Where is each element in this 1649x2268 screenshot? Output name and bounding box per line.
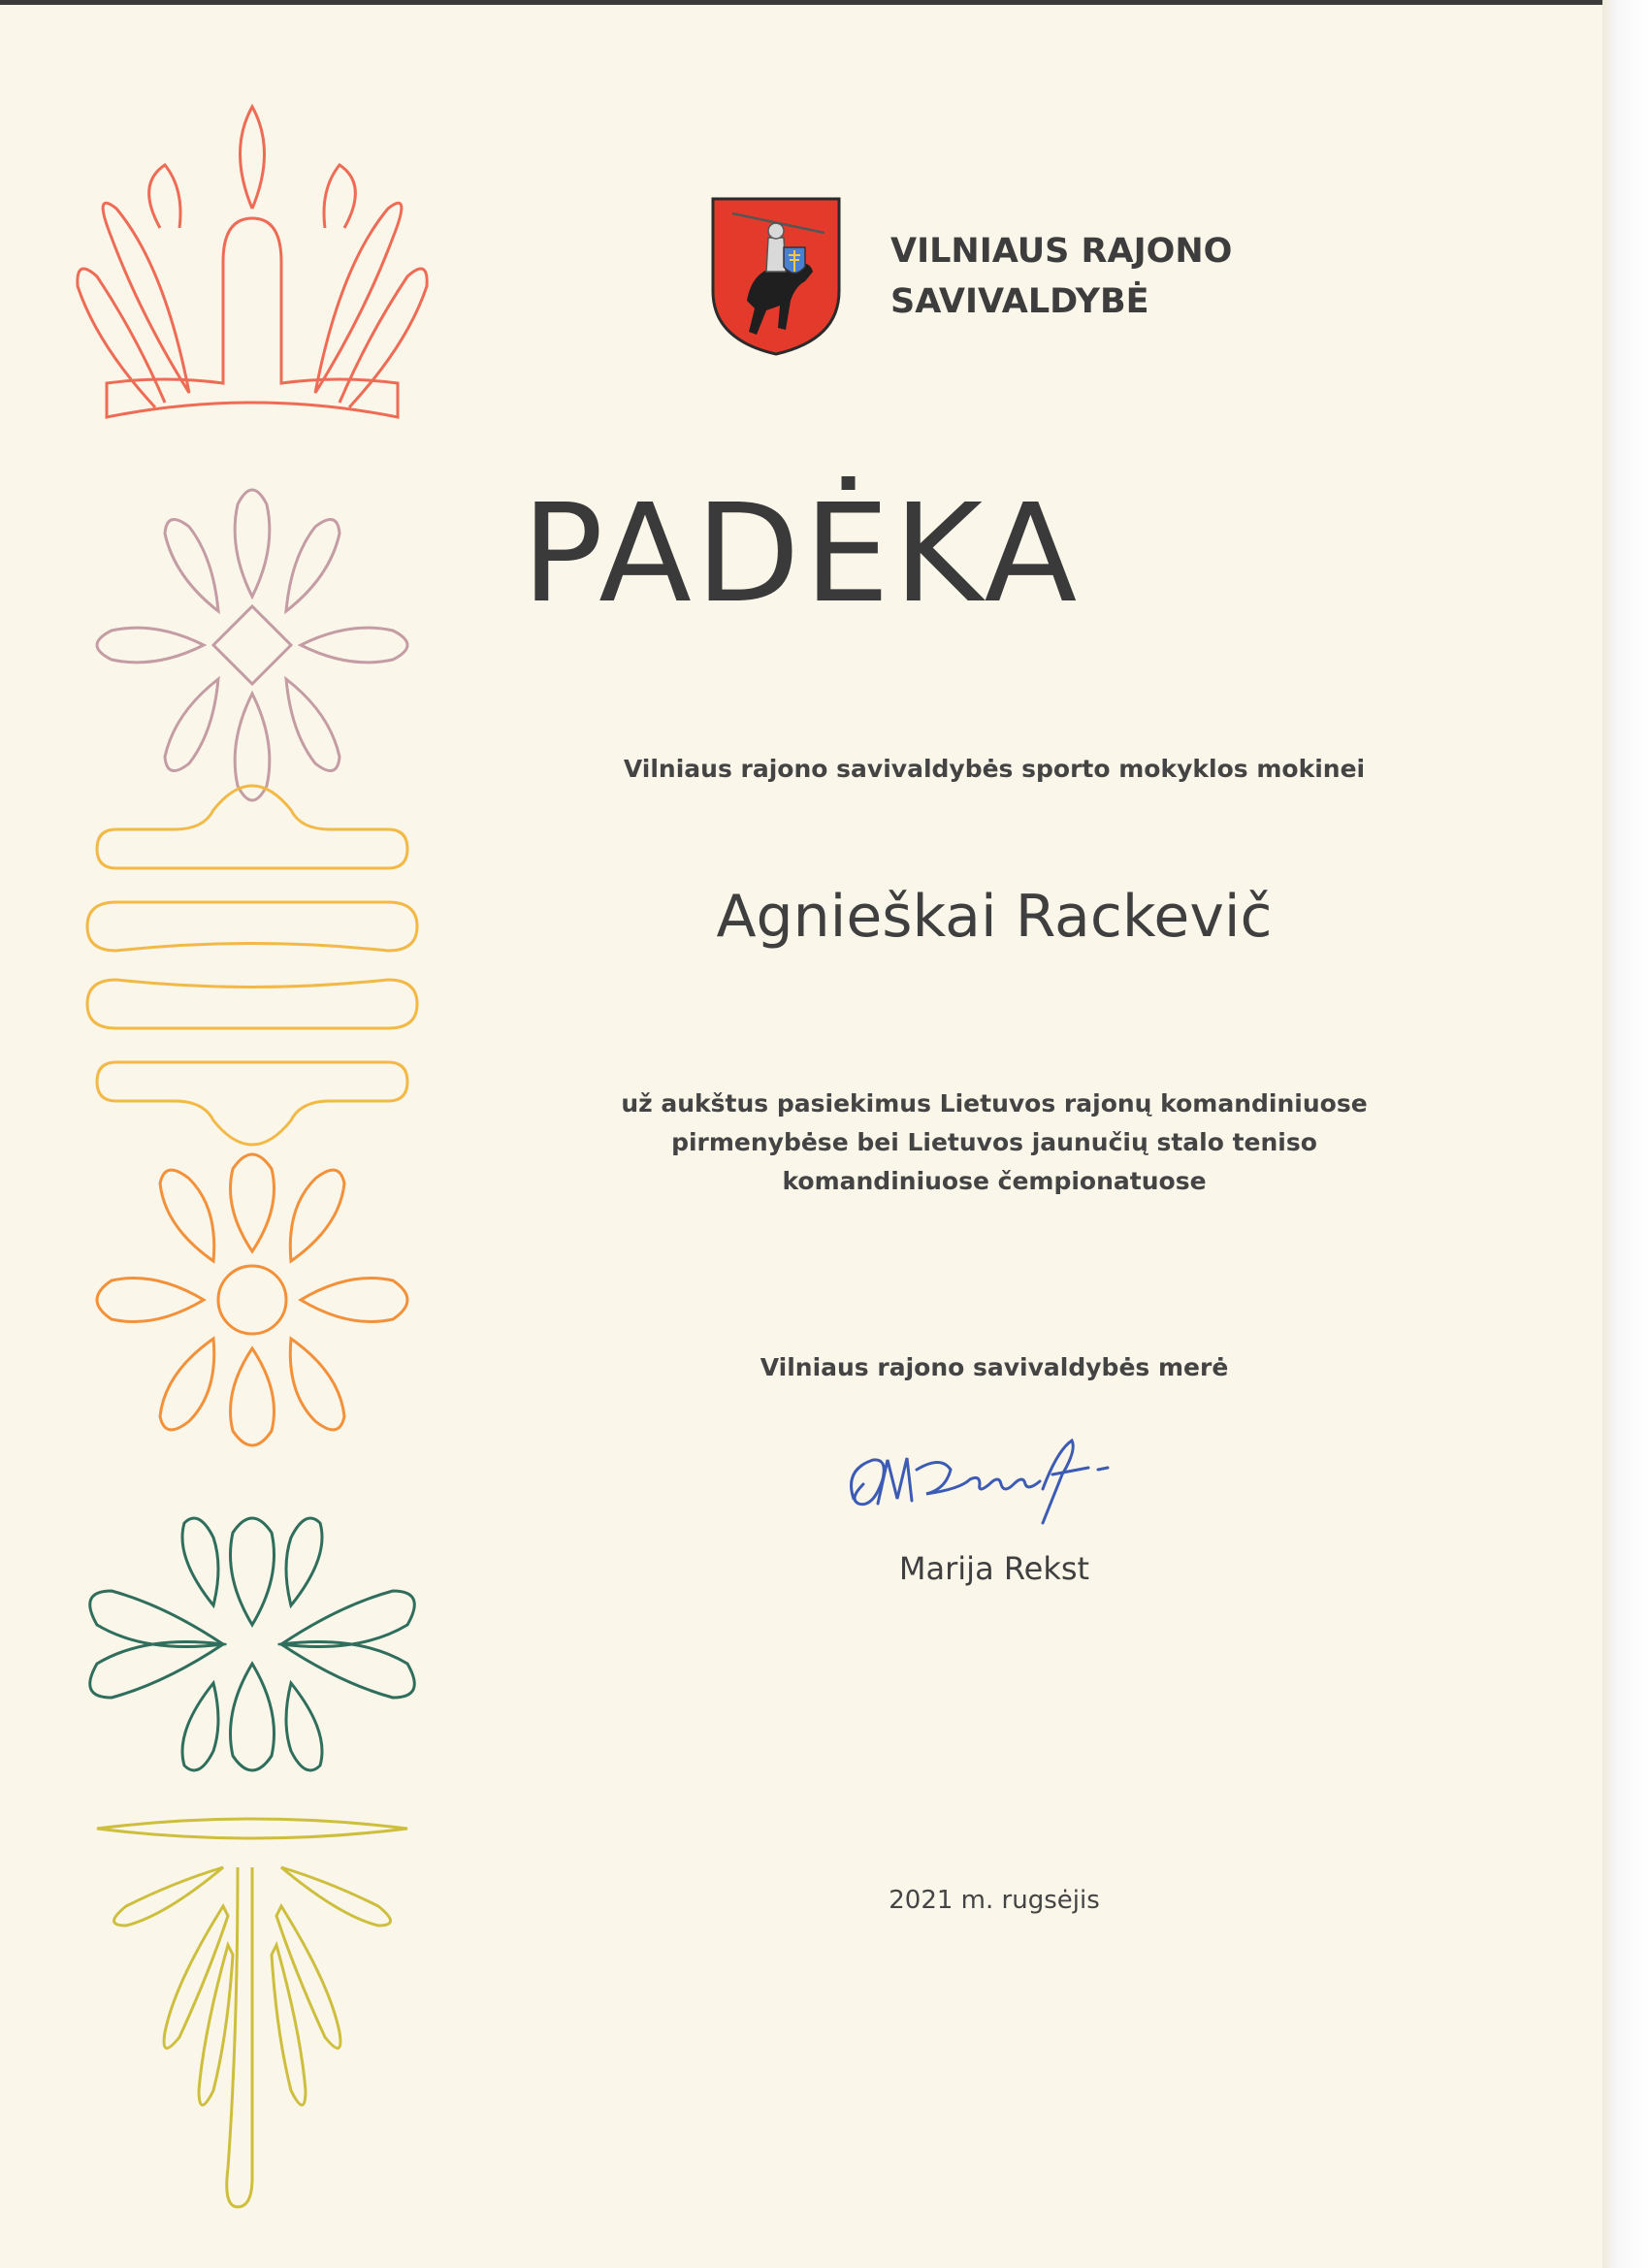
signatory-role: Vilniaus rajono savivaldybės merė (760, 1353, 1229, 1381)
ornament-yellow-waves (87, 786, 417, 1145)
issue-date: 2021 m. rugsėjis (889, 1886, 1100, 1915)
vytis-coat-of-arms-icon (708, 194, 844, 359)
document-title: PADĖKA (521, 475, 1082, 633)
scan-right-shadow (1602, 0, 1649, 2268)
reason-line-1: už aukštus pasiekimus Lietuvos rajonų komandiniuose (621, 1089, 1368, 1118)
issuer-line-2: SAVIVALDYBĖ (890, 282, 1149, 321)
ornament-orange-flower (97, 1154, 407, 1445)
ornament-olive-tree (97, 1819, 407, 2207)
scan-top-edge (0, 0, 1602, 5)
signatory-name: Marija Rekst (898, 1550, 1090, 1587)
reason-line-2: pirmenybėse bei Lietuvos jaunučių stalo teniso (671, 1128, 1317, 1156)
ornament-sunrise (78, 107, 427, 417)
handwritten-signature (834, 1431, 1125, 1538)
ornament-green-flower (90, 1518, 415, 1770)
recipient-name: Agnieškai Rackevič (716, 883, 1273, 951)
reason-line-3: komandiniuose čempionatuose (782, 1167, 1207, 1195)
issuer-line-1: VILNIAUS RAJONO (890, 232, 1233, 271)
folk-ornament-column (58, 92, 446, 2226)
issuer-name (890, 226, 1232, 327)
award-reason (524, 1085, 1465, 1201)
recipient-label: Vilniaus rajono savivaldybės sporto mokyklos mokinei (623, 755, 1366, 783)
